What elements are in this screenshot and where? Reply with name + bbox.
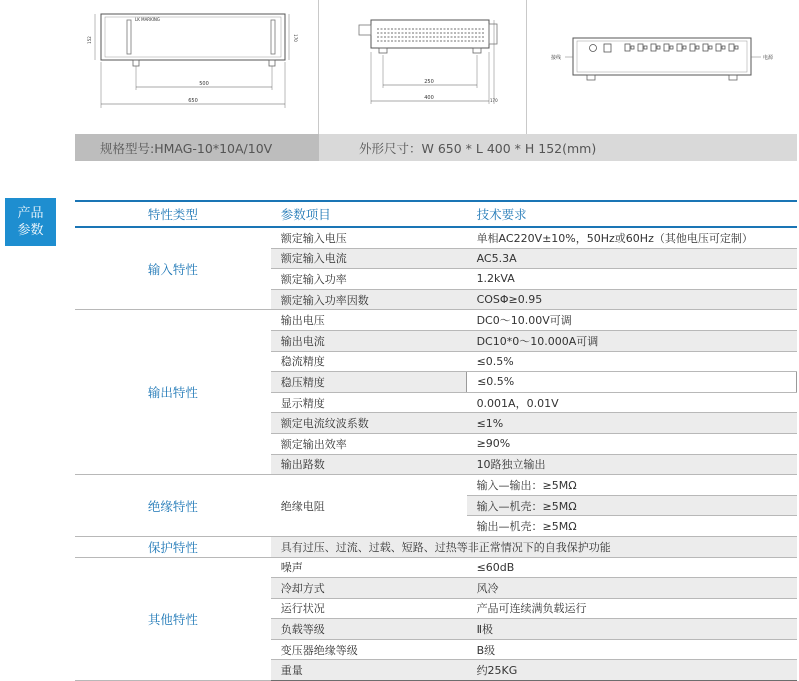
param-name: 额定输入功率 (271, 269, 467, 290)
param-name: 重量 (271, 660, 467, 681)
param-value: COSΦ≥0.95 (467, 289, 797, 310)
param-value: DC0～10.00V可调 (467, 310, 797, 331)
param-name: 额定电流纹波系数 (271, 413, 467, 434)
param-value: ≤0.5% (467, 372, 797, 393)
param-value: ≥90% (467, 433, 797, 454)
table-row (75, 557, 797, 578)
param-name: 冷却方式 (271, 578, 467, 599)
param-name: 负载等级 (271, 619, 467, 640)
param-value: Ⅱ极 (467, 619, 797, 640)
group-insulation: 绝缘特性 (75, 475, 271, 537)
param-name: 变压器绝缘等级 (271, 639, 467, 660)
param-value: ≤0.5% (467, 351, 797, 372)
param-value: 单相AC220V±10%，50Hz或60Hz（其他电压可定制） (467, 227, 797, 248)
param-value: AC5.3A (467, 248, 797, 269)
table-row (75, 536, 797, 557)
side-view-svg (319, 0, 526, 134)
table-row (75, 475, 797, 496)
spec-model: 规格型号:HMAG-10*10A/10V (75, 134, 319, 161)
side-dim-inner: 250 (424, 79, 435, 85)
param-name: 输出路数 (271, 454, 467, 475)
param-value: 0.001A，0.01V (467, 392, 797, 413)
badge-text: 产品 参数 (17, 206, 44, 238)
header-parameter: 参数项目 (271, 201, 467, 227)
side-view-drawing (319, 0, 526, 134)
param-name: 额定输出效率 (271, 433, 467, 454)
front-view-svg (75, 0, 319, 134)
param-value: ≤60dB (467, 557, 797, 578)
param-value: 1.2kVA (467, 269, 797, 290)
product-params-badge (5, 198, 56, 246)
param-value: 约25KG (467, 660, 797, 681)
param-value: 风冷 (467, 578, 797, 599)
spec-dimensions: 外形尺寸：W 650 * L 400 * H 152(mm) (359, 140, 597, 156)
header-category: 特性类型 (75, 201, 271, 227)
drawings-strip (75, 0, 797, 134)
param-value: DC10*0～10.000A可调 (467, 330, 797, 351)
param-value: B级 (467, 639, 797, 660)
header-requirement: 技术要求 (467, 201, 797, 227)
param-name: 显示精度 (271, 392, 467, 413)
param-value: 10路独立输出 (467, 454, 797, 475)
front-view-drawing (75, 0, 319, 134)
group-protection: 保护特性 (75, 536, 271, 557)
param-value: 输入—输出：≥5MΩ (467, 475, 797, 496)
param-name: 额定输入电压 (271, 227, 467, 248)
param-name: 绝缘电阻 (271, 475, 467, 537)
parameters-table (75, 200, 797, 681)
param-value: ≤1% (467, 413, 797, 434)
front-dim-right: 170 (293, 34, 298, 42)
group-output: 输出特性 (75, 310, 271, 475)
param-value: 产品可连续满负载运行 (467, 598, 797, 619)
rear-view-svg (527, 0, 798, 134)
param-name: 输出电流 (271, 330, 467, 351)
group-input: 输入特性 (75, 227, 271, 310)
table-header-row (75, 201, 797, 227)
param-name: 输出电压 (271, 310, 467, 331)
param-name: 噪声 (271, 557, 467, 578)
param-value: 输出—机壳：≥5MΩ (467, 516, 797, 537)
param-name: 运行状况 (271, 598, 467, 619)
table-row (75, 227, 797, 248)
param-name: 额定输入电流 (271, 248, 467, 269)
param-value: 输入—机壳：≥5MΩ (467, 495, 797, 516)
param-name: 稳流精度 (271, 351, 467, 372)
param-name: 额定输入功率因数 (271, 289, 467, 310)
front-dim-total: 650 (188, 98, 198, 104)
table-row (75, 310, 797, 331)
param-value: 具有过压、过流、过载、短路、过热等非正常情况下的自我保护功能 (271, 536, 797, 557)
front-logo-text: LK MARKING (135, 17, 160, 22)
front-dim-left: 152 (87, 36, 92, 44)
front-dim-inner: 500 (199, 81, 209, 87)
side-dim-total: 400 (424, 95, 435, 101)
side-dim-right: 170 (490, 98, 498, 103)
group-other: 其他特性 (75, 557, 271, 681)
spec-bar (75, 134, 797, 161)
param-name: 稳压精度 (271, 372, 467, 393)
rear-label-left: 接线 (550, 55, 561, 61)
rear-label-right: 电源 (762, 55, 773, 61)
rear-view-drawing (527, 0, 797, 134)
